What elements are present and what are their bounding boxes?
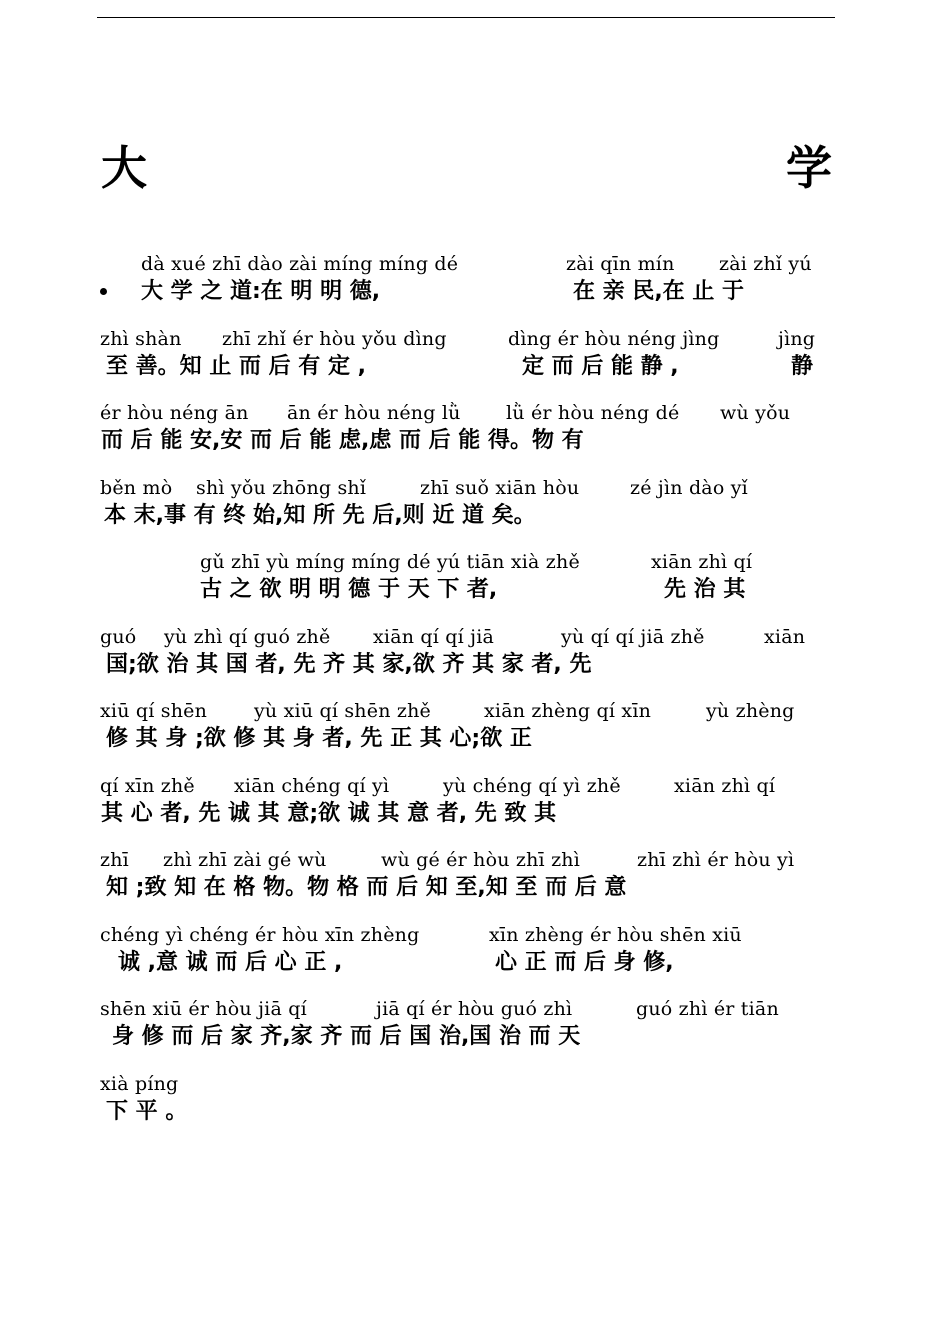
pinyin-segment: jìng [778,327,816,350]
pinyin-segment: shì yǒu zhōng shǐ [196,476,367,499]
pinyin-segment: yù qí qí jiā zhě [561,625,705,648]
text-line [0,550,950,610]
hanzi-segment: 身 修 而 后 家 齐,家 齐 而 后 国 治,国 治 而 天 [112,1024,581,1049]
pinyin-segment: zài zhǐ yú [719,253,812,275]
bullet-icon [100,288,107,295]
pinyin-segment: guó [100,625,137,648]
hanzi-segment: 而 后 能 安,安 而 后 能 虑,虑 而 后 能 得。物 有 [101,428,584,453]
text-line [0,401,950,461]
text-line [0,699,950,759]
hanzi-segment: 先 治 其 [664,577,746,602]
pinyin-segment: yù xiū qí shēn zhě [254,700,431,722]
hanzi-segment: 修 其 身 ;欲 修 其 身 者, 先 正 其 心;欲 正 [106,726,532,751]
pinyin-segment: dìng ér hòu néng jìng [508,327,720,350]
pinyin-segment: wù gé ér hòu zhī zhì [381,849,580,871]
pinyin-segment: shēn xiū ér hòu jiā qí [100,998,307,1020]
pinyin-segment: wù yǒu [720,402,791,424]
pinyin-segment: zhì zhī zài gé wù [163,849,327,871]
text-line [0,625,950,685]
hanzi-segment: 本 末,事 有 终 始,知 所 先 后,则 近 道 矣。 [104,502,536,528]
pinyin-segment: zhì shàn [100,327,182,350]
text-line [0,476,950,536]
text-line [0,1072,950,1132]
hanzi-segment: 古 之 欲 明 明 德 于 天 下 者, [200,577,498,602]
hanzi-segment: 定 而 后 能 静 , [522,353,679,379]
pinyin-segment: jiā qí ér hòu guó zhì [376,998,573,1020]
title-char-right: 学 [786,141,832,195]
hanzi-segment: 静 [791,353,814,379]
pinyin-segment: zhī zhì ér hòu yì [637,849,795,871]
pinyin-segment: yù zhì qí guó zhě [164,625,331,648]
text-line [0,923,950,983]
pinyin-segment: xīn zhèng ér hòu shēn xiū [489,923,742,946]
hanzi-segment: 下 平 。 [106,1098,188,1124]
hanzi-segment: 在 亲 民,在 止 于 [573,279,744,304]
hanzi-segment: 国;欲 治 其 国 者, 先 齐 其 家,欲 齐 其 家 者, 先 [106,651,592,677]
pinyin-segment: zhī [100,849,129,871]
pinyin-segment: chéng yì chéng ér hòu xīn zhèng [100,923,420,946]
pinyin-segment: xiān qí qí jiā [373,625,495,648]
hanzi-segment: 心 正 而 后 身 修, [495,949,674,975]
pinyin-segment: ér hòu néng ān [100,402,249,424]
pinyin-segment: xiān zhì qí [651,551,753,573]
pinyin-segment: xiū qí shēn [100,700,208,722]
pinyin-segment: xiān zhèng qí xīn [484,700,652,722]
text-line [0,997,950,1057]
pinyin-segment: yù chéng qí yì zhě [443,774,621,797]
top-rule [97,17,835,18]
pinyin-segment: xiān zhì qí [674,774,776,797]
pinyin-segment: xià píng [100,1072,179,1095]
pinyin-segment: xiān [764,625,806,648]
text-line [0,848,950,908]
pinyin-segment: yù zhèng [706,700,795,722]
pinyin-segment: zhī suǒ xiān hòu [420,476,580,499]
pinyin-segment: ān ér hòu néng lǜ [287,402,461,424]
text-line [0,252,950,312]
text-line [0,327,950,387]
hanzi-segment: 诚 ,意 诚 而 后 心 正 , [118,949,343,975]
hanzi-segment: 知 ;致 知 在 格 物。物 格 而 后 知 至,知 至 而 后 意 [106,875,627,900]
hanzi-segment: 大 学 之 道:在 明 明 德, [141,279,381,304]
pinyin-segment: zài qīn mín [566,253,675,275]
pinyin-segment: xiān chéng qí yì [234,774,390,797]
text-line [0,774,950,834]
pinyin-segment: lǜ ér hòu néng dé [506,402,680,424]
hanzi-segment: 至 善。知 止 而 后 有 定 , [106,353,366,379]
pinyin-segment: guó zhì ér tiān [636,998,779,1020]
title-char-left: 大 [101,141,147,195]
pinyin-segment: zhī zhǐ ér hòu yǒu dìng [222,327,447,350]
pinyin-segment: běn mò [100,476,173,499]
pinyin-segment: gǔ zhī yù míng míng dé yú tiān xià zhě [200,551,580,573]
hanzi-segment: 其 心 者, 先 诚 其 意;欲 诚 其 意 者, 先 致 其 [101,800,557,826]
pinyin-segment: dà xué zhī dào zài míng míng dé [141,253,459,275]
pinyin-segment: zé jìn dào yǐ [630,476,748,499]
pinyin-segment: qí xīn zhě [100,774,195,797]
